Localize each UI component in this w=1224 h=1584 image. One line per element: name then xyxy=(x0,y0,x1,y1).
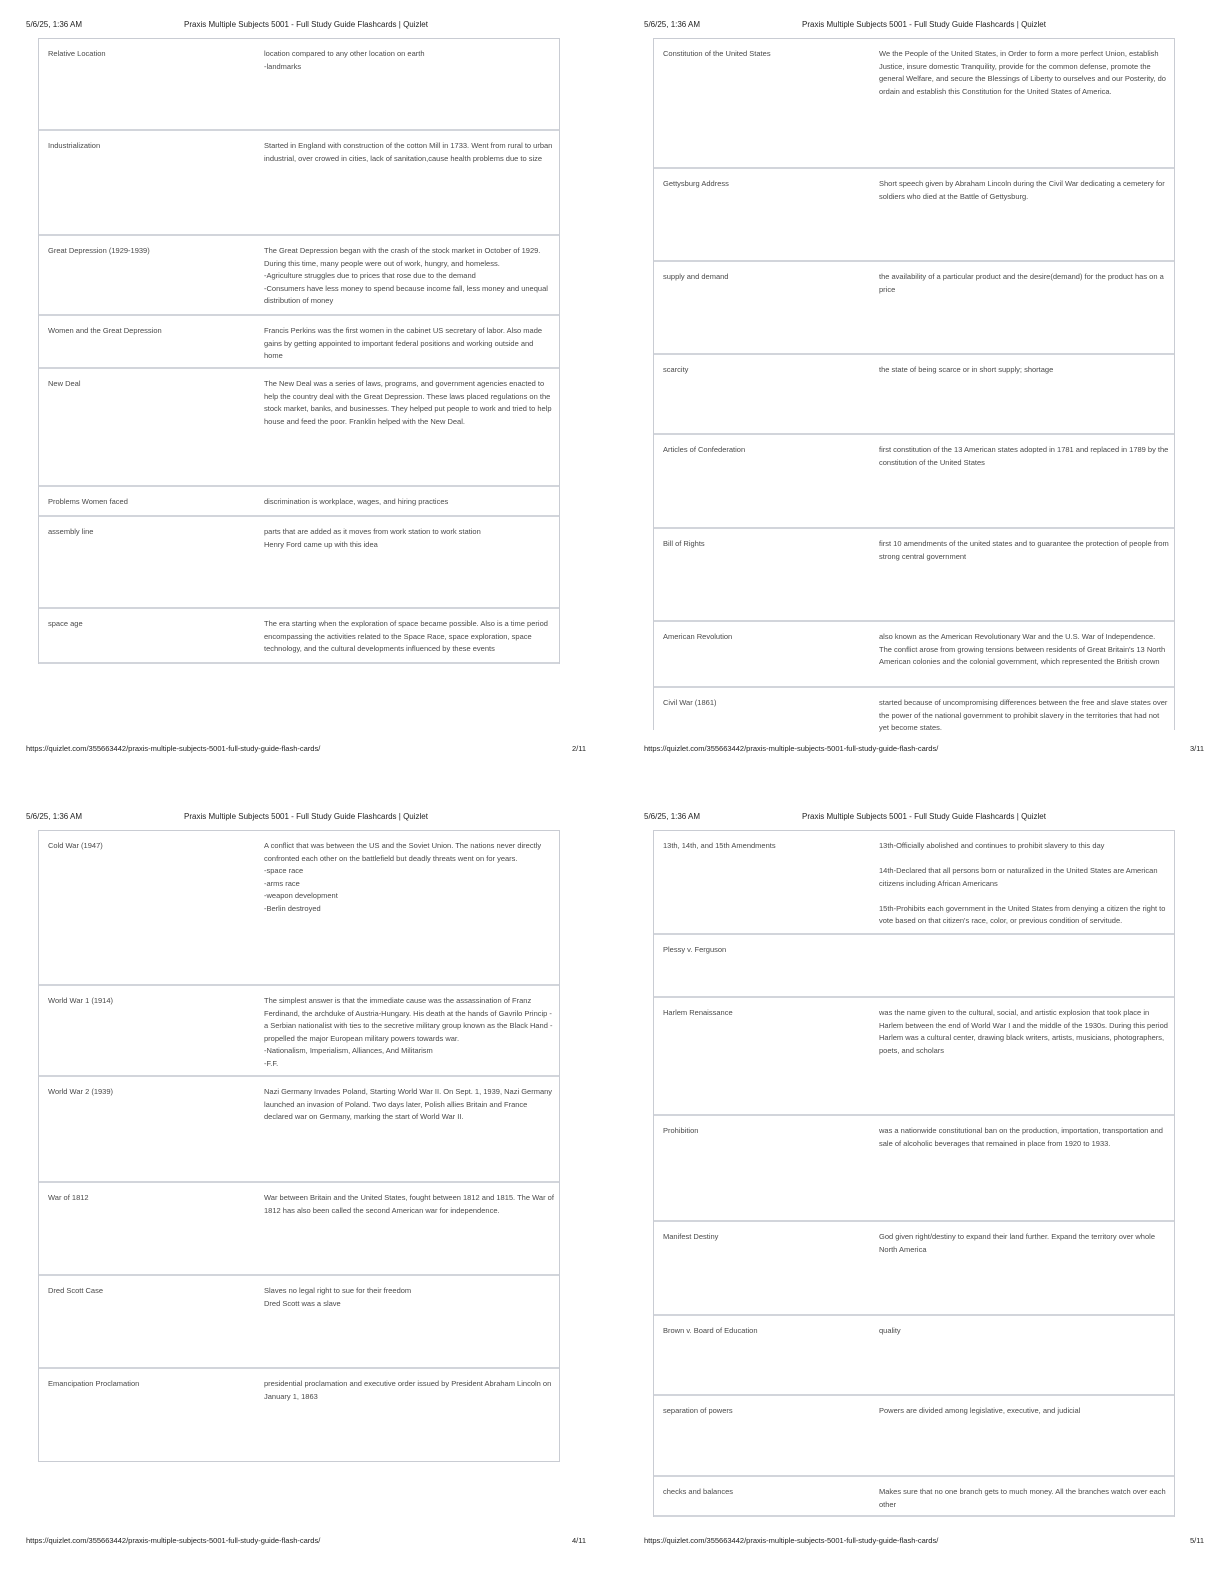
card-definition: A conflict that was between the US and the Soviet Union. The nations never directly confronted each other on the battlefield but deadly threats went on for years. -space race -arms race -weapon development -Berlin destroyed xyxy=(264,841,542,913)
card-definition: quality xyxy=(879,1326,901,1335)
card-term: Women and the Great Depression xyxy=(48,326,162,335)
card-definition: Powers are divided among legislative, executive, and judicial xyxy=(879,1406,1081,1415)
card-term: Articles of Confederation xyxy=(663,445,746,454)
flashcard-row xyxy=(39,1183,559,1276)
card-term: War of 1812 xyxy=(48,1193,89,1202)
card-definition: The New Deal was a series of laws, programs, and government agencies enacted to help the country deal with the Great Depression. These laws placed regulations on the stock market, banks, and businesses. They helped put people to work and tried to help house and feed the poor. Franklin helped with the New Deal. xyxy=(264,379,552,426)
footer-url[interactable]: https://quizlet.com/355663442/praxis-multiple-subjects-5001-full-study-guide-flash-cards/ xyxy=(26,744,321,753)
flashcard-table xyxy=(38,830,560,1462)
header-title: Praxis Multiple Subjects 5001 - Full Study Guide Flashcards | Quizlet xyxy=(802,812,1046,821)
card-term: Civil War (1861) xyxy=(663,698,717,707)
flashcard-row xyxy=(39,517,559,609)
card-definition: also known as the American Revolutionary War and the U.S. War of Independence. The conflict arose from growing tensions between residents of Great Britain's 13 North American colonies and the colonial government, which represented the British crown xyxy=(879,632,1166,666)
card-term: Plessy v. Ferguson xyxy=(663,945,727,954)
card-definition: Francis Perkins was the first women in the cabinet US secretary of labor. Also made gains by getting appointed to important federal positions and working outside and home xyxy=(264,326,543,360)
card-term: Manifest Destiny xyxy=(663,1232,719,1241)
header-title: Praxis Multiple Subjects 5001 - Full Study Guide Flashcards | Quizlet xyxy=(802,20,1046,29)
footer-url[interactable]: https://quizlet.com/355663442/praxis-multiple-subjects-5001-full-study-guide-flash-cards/ xyxy=(644,744,939,753)
flashcard-row xyxy=(39,830,559,986)
footer-page-number: 3/11 xyxy=(1189,744,1204,753)
card-term: Bill of Rights xyxy=(663,539,705,548)
footer-url[interactable]: https://quizlet.com/355663442/praxis-multiple-subjects-5001-full-study-guide-flash-cards/ xyxy=(644,1536,939,1545)
card-term: separation of powers xyxy=(663,1406,733,1415)
pdf-page xyxy=(0,792,612,1584)
flashcard-row xyxy=(39,316,559,369)
card-term: Brown v. Board of Education xyxy=(663,1326,758,1335)
card-term: Great Depression (1929-1939) xyxy=(48,246,150,255)
card-term: Dred Scott Case xyxy=(48,1286,104,1295)
flashcard-row xyxy=(39,236,559,316)
footer-url[interactable]: https://quizlet.com/355663442/praxis-multiple-subjects-5001-full-study-guide-flash-cards/ xyxy=(26,1536,321,1545)
flashcard-row xyxy=(39,38,559,131)
pdf-page xyxy=(618,0,1224,792)
card-definition: the availability of a particular product and the desire(demand) for the product has on a price xyxy=(879,272,1164,294)
flashcard-row xyxy=(654,38,1174,169)
flashcard-row xyxy=(654,1477,1174,1517)
header-title: Praxis Multiple Subjects 5001 - Full Study Guide Flashcards | Quizlet xyxy=(184,20,428,29)
card-definition: Started in England with construction of the cotton Mill in 1733. Went from rural to urban industrial, over crowed in cities, lack of sanitation,cause health problems due to size xyxy=(264,141,553,163)
card-definition: parts that are added as it moves from work station to work station Henry Ford came up with this idea xyxy=(264,527,481,549)
flashcard-row xyxy=(39,609,559,664)
flashcard-row xyxy=(654,355,1174,435)
card-term: Harlem Renaissance xyxy=(663,1008,733,1017)
flashcard-row xyxy=(654,1116,1174,1222)
card-term: Relative Location xyxy=(48,49,106,58)
card-term: Problems Women faced xyxy=(48,497,128,506)
card-term: Emancipation Proclamation xyxy=(48,1379,140,1388)
flashcard-row xyxy=(654,262,1174,355)
card-definition: Short speech given by Abraham Lincoln during the Civil War dedicating a cemetery for soldiers who died at the Battle of Gettysburg. xyxy=(879,179,1165,201)
header-date: 5/6/25, 1:36 AM xyxy=(644,20,701,29)
card-definition: discrimination is workplace, wages, and hiring practices xyxy=(264,497,449,506)
flashcard-row xyxy=(654,998,1174,1116)
card-definition: presidential proclamation and executive order issued by President Abraham Lincoln on January 1, 1863 xyxy=(264,1379,552,1401)
flashcard-row xyxy=(654,169,1174,262)
card-definition: The Great Depression began with the crash of the stock market in October of 1929. During this time, many people were out of work, hungry, and homeless. -Agriculture struggles due to prices that rose due to the demand -Consumers have less money to spend because income fall, less money and unequal distribution of money xyxy=(264,246,548,305)
header-title: Praxis Multiple Subjects 5001 - Full Study Guide Flashcards | Quizlet xyxy=(184,812,428,821)
card-definition: 13th-Officially abolished and continues to prohibit slavery to this day 14th-Declared that all persons born or naturalized in the United States are American citizens including African Americans 15th-Prohibits each government in the United States from denying a citizen the right to vote based on that citizen's race, color, or previous condition of servitude. xyxy=(879,841,1166,925)
flashcard-row xyxy=(654,529,1174,622)
card-term: Prohibition xyxy=(663,1126,699,1135)
card-term: 13th, 14th, and 15th Amendments xyxy=(663,841,776,850)
card-term: checks and balances xyxy=(663,1487,734,1496)
card-term: New Deal xyxy=(48,379,81,388)
flashcard-row xyxy=(39,1276,559,1369)
card-definition: first 10 amendments of the united states and to guarantee the protection of people from strong central government xyxy=(879,539,1169,561)
card-definition: Nazi Germany Invades Poland, Starting World War II. On Sept. 1, 1939, Nazi Germany launched an invasion of Poland. Two days later, Polish allies Britain and France declared war on Germany, marking the start of World War II. xyxy=(264,1087,553,1121)
flashcard-row xyxy=(654,1222,1174,1316)
card-definition: was a nationwide constitutional ban on the production, importation, transportation and sale of alcoholic beverages that remained in place from 1920 to 1933. xyxy=(879,1126,1163,1148)
card-definition: first constitution of the 13 American states adopted in 1781 and replaced in 1789 by the constitution of the United States xyxy=(879,445,1169,467)
card-term: World War 2 (1939) xyxy=(48,1087,114,1096)
card-term: space age xyxy=(48,619,83,628)
flashcard-row xyxy=(654,688,1174,730)
card-term: scarcity xyxy=(663,365,689,374)
card-term: Gettysburg Address xyxy=(663,179,729,188)
card-definition: God given right/destiny to expand their land further. Expand the territory over whole North America xyxy=(879,1232,1155,1254)
card-definition: location compared to any other location on earth -landmarks xyxy=(264,49,425,71)
card-definition: was the name given to the cultural, social, and artistic explosion that took place in Harlem between the end of World War I and the middle of the 1930s. During this period Harlem was a cultural center, drawing black writers, artists, musicians, photographers, poets, and scholars xyxy=(879,1008,1168,1055)
flashcard-row xyxy=(654,435,1174,529)
header-date: 5/6/25, 1:36 AM xyxy=(644,812,701,821)
footer-page-number: 5/11 xyxy=(1189,1536,1204,1545)
card-term: assembly line xyxy=(48,527,94,536)
pdf-page xyxy=(0,0,612,792)
card-term: American Revolution xyxy=(663,632,733,641)
footer-page-number: 4/11 xyxy=(571,1536,586,1545)
flashcard-row xyxy=(654,622,1174,688)
flashcard-row xyxy=(654,1316,1174,1396)
flashcard-table xyxy=(653,38,1175,730)
card-definition: War between Britain and the United States, fought between 1812 and 1815. The War of 1812 has also been called the second American war for independence. xyxy=(264,1193,554,1215)
card-term: Industrialization xyxy=(48,141,101,150)
flashcard-row xyxy=(654,935,1174,998)
flashcard-table xyxy=(38,38,560,664)
header-date: 5/6/25, 1:36 AM xyxy=(26,812,83,821)
footer-page-number: 2/11 xyxy=(571,744,586,753)
card-definition: the state of being scarce or in short supply; shortage xyxy=(879,365,1054,374)
flashcard-row xyxy=(39,369,559,487)
pdf-page xyxy=(618,792,1224,1584)
card-definition: The era starting when the exploration of space became possible. Also is a time period encompassing the activities related to the Space Race, space exploration, space technology, and the cultural developments influenced by these events xyxy=(264,619,548,653)
flashcard-row xyxy=(39,487,559,517)
card-definition: Makes sure that no one branch gets to much money. All the branches watch over each other xyxy=(879,1487,1166,1509)
card-term: World War 1 (1914) xyxy=(48,996,114,1005)
card-definition: We the People of the United States, in Order to form a more perfect Union, establish Justice, insure domestic Tranquility, provide for the common defense, promote the general Welfare, and secure the Blessings of Liberty to ourselves and our Posterity, do ordain and establish this Constitution for the United States of America. xyxy=(879,49,1166,96)
flashcard-row xyxy=(39,986,559,1077)
card-term: Constitution of the United States xyxy=(663,49,771,58)
flashcard-row xyxy=(39,131,559,236)
card-definition: Slaves no legal right to sue for their freedom Dred Scott was a slave xyxy=(264,1286,412,1308)
card-definition: started because of uncompromising differences between the free and slave states over the power of the national government to prohibit slavery in the territories that had not yet become states. xyxy=(879,698,1168,732)
flashcard-row xyxy=(654,1396,1174,1477)
card-definition: The simplest answer is that the immediate cause was the assassination of Franz Ferdinand, the archduke of Austria-Hungary. His death at the hands of Gavrilo Princip - a Serbian nationalist with ties to the secretive military group known as the Black Hand - propelled the major European military powers towards war. -Nationalism, Imperialism, Alliances, And Militarism -F.F. xyxy=(264,996,553,1068)
flashcard-row xyxy=(654,830,1174,935)
header-date: 5/6/25, 1:36 AM xyxy=(26,20,83,29)
card-term: Cold War (1947) xyxy=(48,841,103,850)
flashcard-table xyxy=(653,830,1175,1517)
flashcard-row xyxy=(39,1369,559,1462)
card-term: supply and demand xyxy=(663,272,729,281)
flashcard-row xyxy=(39,1077,559,1183)
